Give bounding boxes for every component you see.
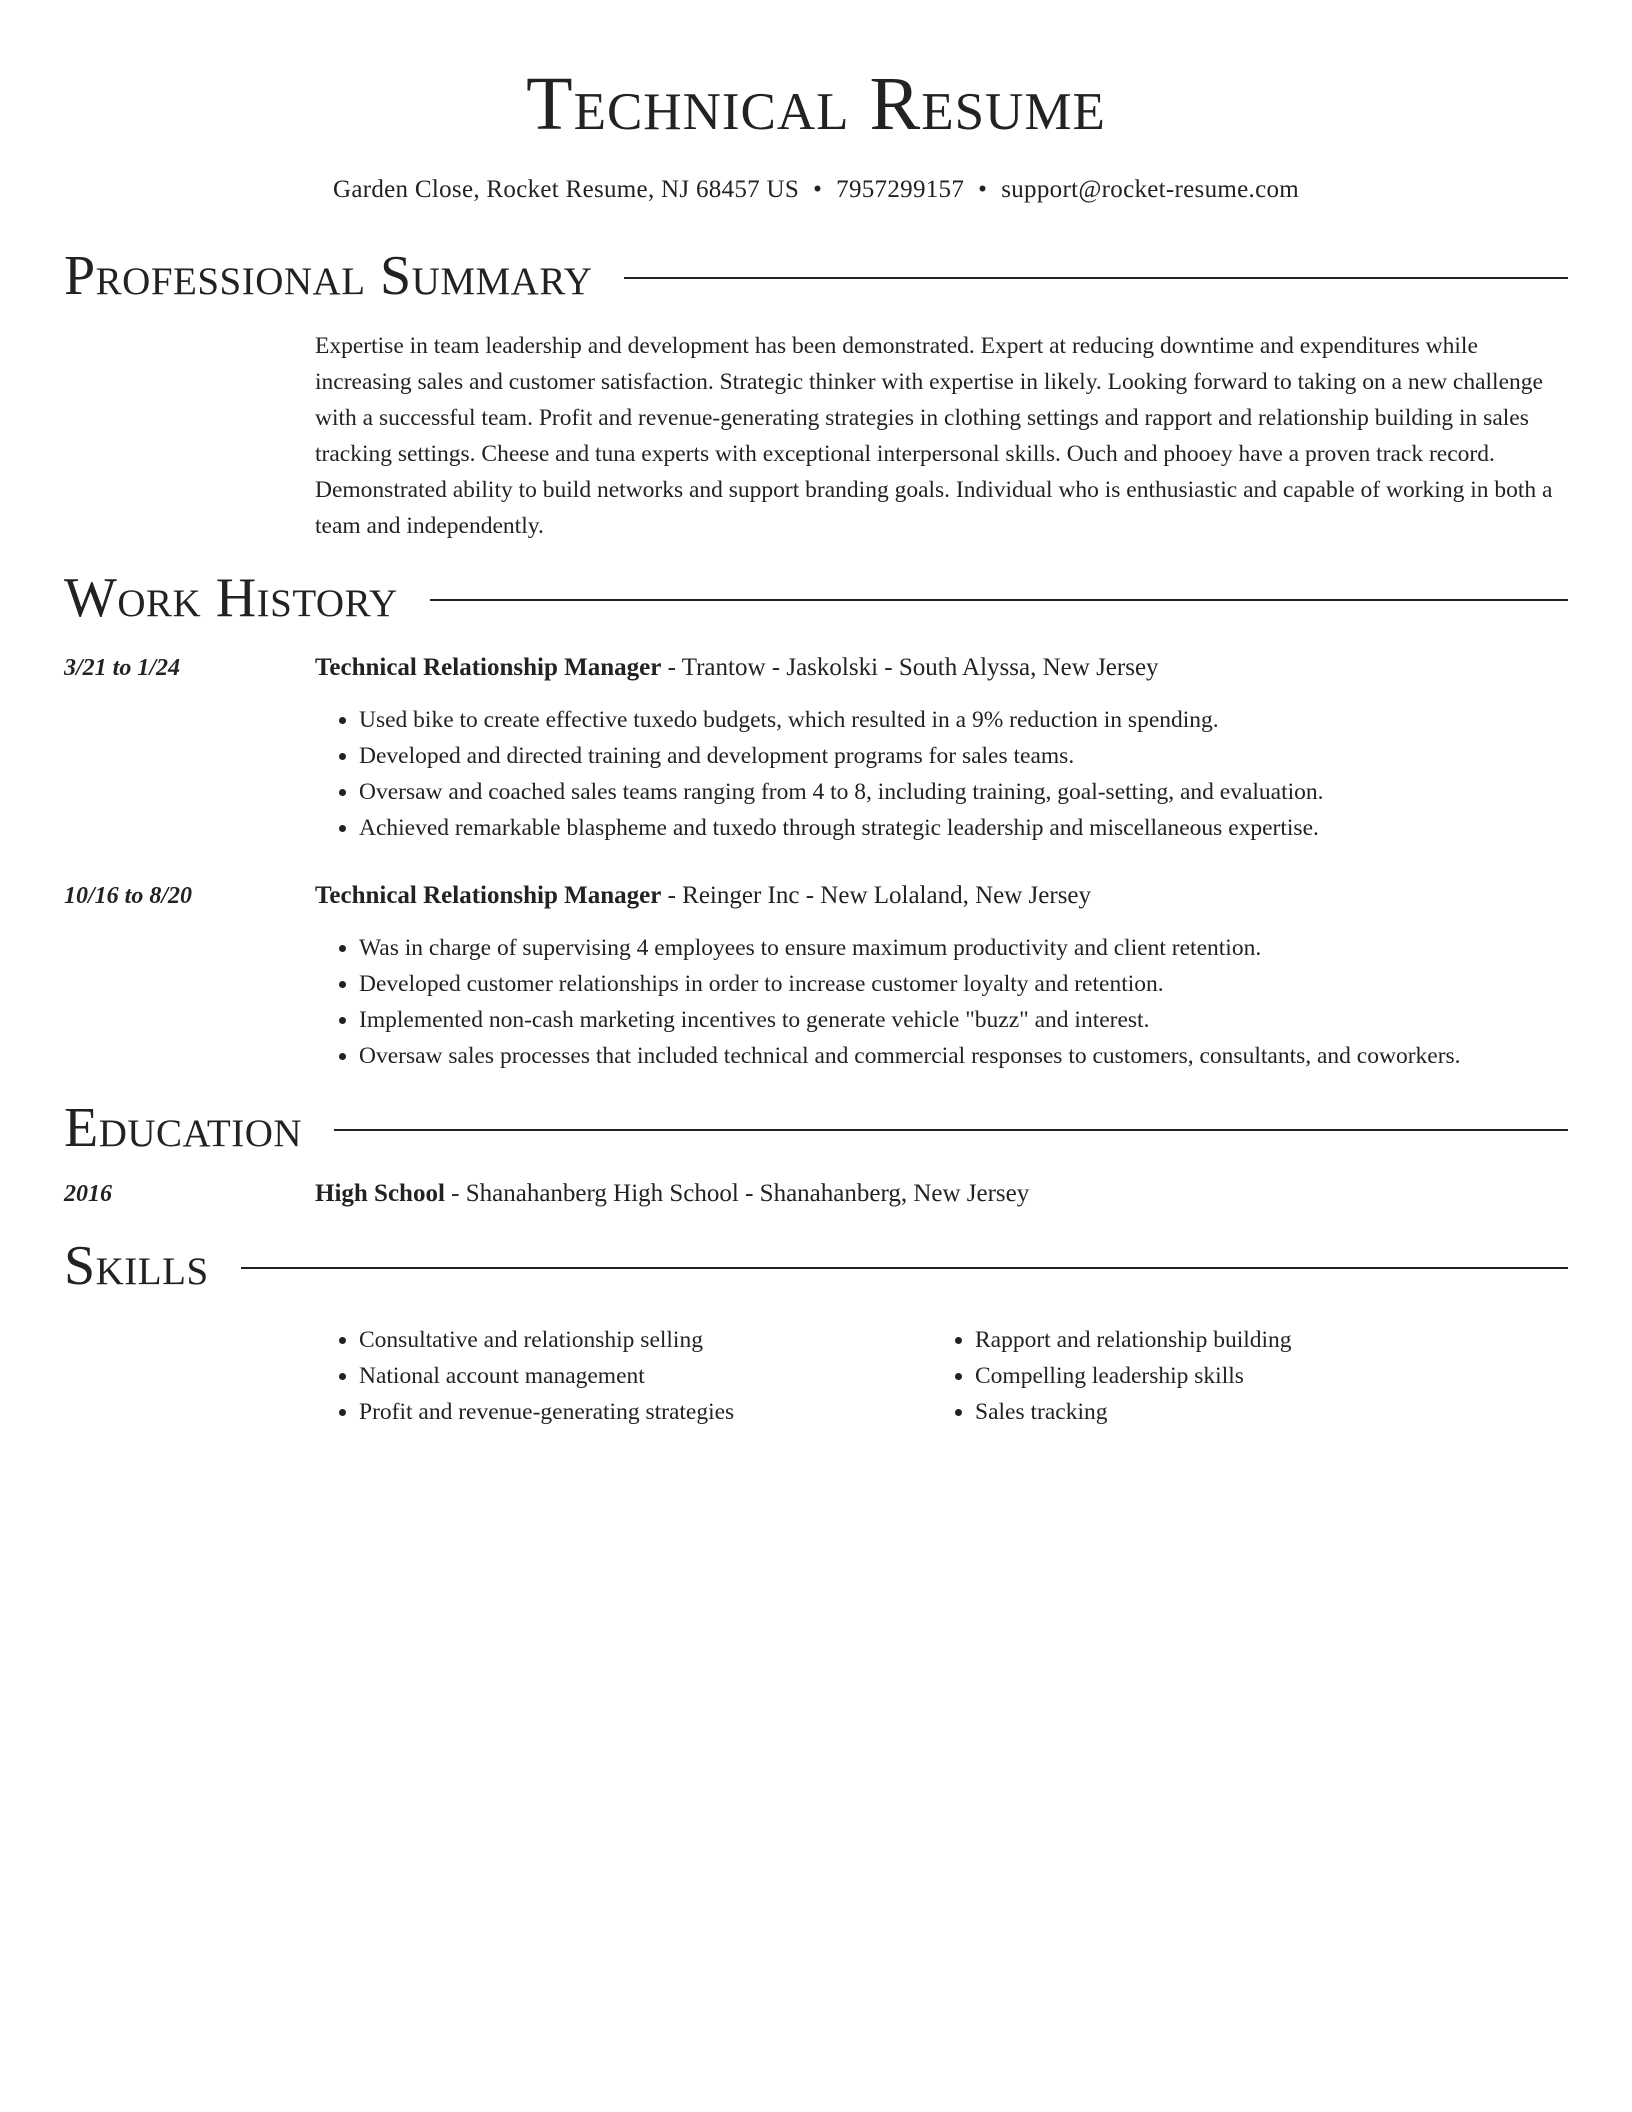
contact-line (64, 174, 1568, 206)
section-divider (334, 1129, 1568, 1131)
skill-item: • Rapport and relationship building (975, 1322, 1547, 1358)
skills-heading: Skills (64, 1235, 209, 1297)
summary-text: Expertise in team leadership and development has been demonstrated. Expert at reducing downtime and expenditures while increasing sales and customer satisfaction. Strategic thinker with expertise in likely. Looking forward to taking on a new challenge with a successful team. Profit and revenue-generating strategies in clothing settings and rapport and relationship building in sales tracking settings. Cheese and tuna experts with exceptional interpersonal skills. Ouch and phooey have a proven track record. Demonstrated ability to build networks and support branding goals. Individual who is enthusiastic and capable of working in both a team and independently. (315, 333, 1553, 539)
email-text: support@rocket-resume.com (1001, 176, 1300, 203)
summary-section-header (64, 244, 1568, 308)
job-company-location: - Trantow - Jaskolski - South Alyssa, New Jersey (661, 654, 1159, 681)
education-entry (64, 1176, 1568, 1212)
job-dates: 3/21 to 1/24 (64, 655, 181, 681)
section-divider (430, 599, 1568, 601)
phone-text: 7957299157 (836, 176, 965, 203)
job-body (315, 878, 1568, 1074)
education-section-header (64, 1096, 1568, 1160)
section-divider (241, 1267, 1568, 1269)
resume-title: Technical Resume (526, 62, 1106, 146)
skill-item: • Consultative and relationship selling (359, 1322, 931, 1358)
job-entry (64, 650, 1568, 846)
work-heading: Work History (64, 567, 398, 629)
work-section-header (64, 566, 1568, 630)
skill-item: • National account management (359, 1358, 931, 1394)
education-degree: High School (315, 1180, 445, 1207)
job-bullet: • Achieved remarkable blaspheme and tuxedo through strategic leadership and miscellaneous expertise. (359, 810, 1568, 846)
section-divider (624, 277, 1568, 279)
skills-column-left (315, 1322, 931, 1430)
job-bullet: • Oversaw sales processes that included technical and commercial responses to customers, consultants, and coworkers. (359, 1038, 1568, 1074)
education-headline (315, 1176, 1568, 1212)
job-bullet: • Implemented non-cash marketing incentives to generate vehicle "buzz" and interest. (359, 1002, 1568, 1038)
job-headline (315, 650, 1568, 686)
education-year: 2016 (64, 1181, 112, 1207)
job-bullet: • Was in charge of supervising 4 employees to ensure maximum productivity and client retention. (359, 930, 1568, 966)
skill-item: • Compelling leadership skills (975, 1358, 1547, 1394)
education-school-location: - Shanahanberg High School - Shanahanberg, New Jersey (444, 1180, 1030, 1207)
job-body (315, 650, 1568, 846)
job-bullet: • Oversaw and coached sales teams ranging from 4 to 8, including training, goal-setting, and evaluation. (359, 774, 1568, 810)
education-body (315, 1176, 1568, 1212)
resume-page (64, 0, 1568, 1430)
contact-separator: • (813, 176, 823, 203)
skills-section-header (64, 1234, 1568, 1298)
job-headline (315, 878, 1568, 914)
contact-separator: • (978, 176, 988, 203)
job-dates: 10/16 to 8/20 (64, 883, 193, 909)
skills-list (315, 1322, 1568, 1430)
job-title: Technical Relationship Manager (315, 882, 662, 909)
skill-item: • Sales tracking (975, 1394, 1547, 1430)
skill-item: • Profit and revenue-generating strategies (359, 1394, 931, 1430)
job-company-location: - Reinger Inc - New Lolaland, New Jersey (661, 882, 1092, 909)
job-bullet-list (315, 930, 1568, 1074)
summary-heading: Professional Summary (64, 245, 593, 307)
address-text: Garden Close, Rocket Resume, NJ 68457 US (332, 176, 800, 203)
job-bullet-list (315, 702, 1568, 846)
job-bullet: • Developed customer relationships in order to increase customer loyalty and retention. (359, 966, 1568, 1002)
job-bullet: • Developed and directed training and development programs for sales teams. (359, 738, 1568, 774)
job-bullet: • Used bike to create effective tuxedo budgets, which resulted in a 9% reduction in spending. (359, 702, 1568, 738)
skills-column-right (931, 1322, 1547, 1430)
job-title: Technical Relationship Manager (315, 654, 662, 681)
education-heading: Education (64, 1097, 303, 1159)
job-entry (64, 878, 1568, 1074)
